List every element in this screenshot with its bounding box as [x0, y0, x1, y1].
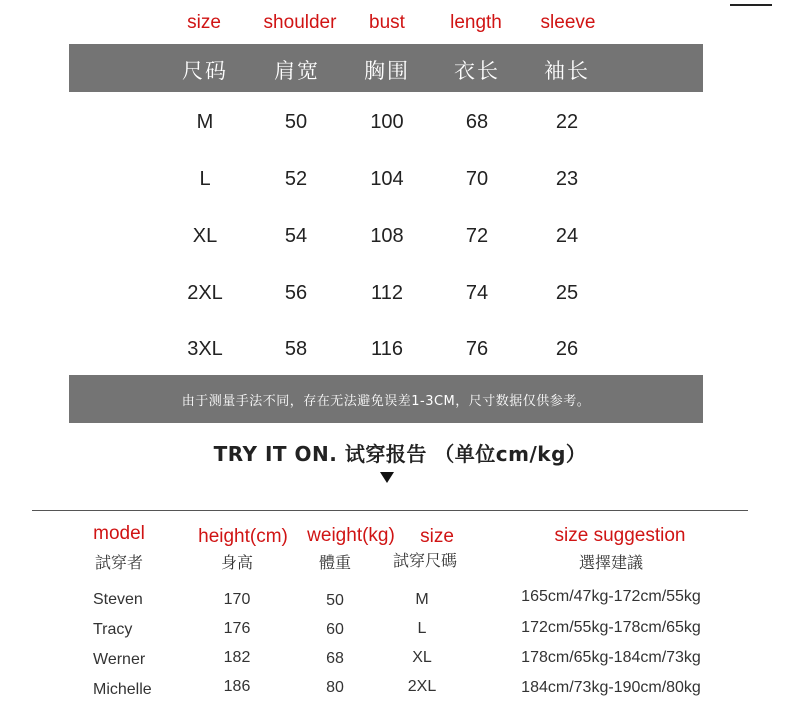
header-weight-cn: 體重: [318, 553, 352, 572]
weight-cell: 50: [326, 592, 344, 609]
header-sleeve-cn: 袖长: [544, 59, 590, 83]
model-cell: Tracy: [93, 621, 133, 638]
header-size-cn: 試穿尺碼: [392, 551, 458, 570]
height-cell: 186: [223, 678, 251, 695]
weight-cell: 60: [326, 621, 344, 638]
size-cell: L: [199, 168, 211, 190]
length-cell: 76: [465, 338, 489, 360]
shoulder-cell: 52: [284, 168, 308, 190]
length-cell: 74: [465, 282, 489, 304]
header-suggestion-cn: 選擇建議: [578, 553, 644, 572]
header-shoulder-en: shoulder: [263, 12, 337, 33]
header-size-cn: 尺码: [182, 59, 228, 83]
header-height-en: height(cm): [198, 526, 288, 547]
header-bust-en: bust: [369, 12, 405, 33]
shoulder-cell: 58: [284, 338, 308, 360]
size-cell: M: [415, 591, 429, 608]
sleeve-cell: 24: [555, 225, 579, 247]
header-model-cn: 試穿者: [94, 553, 144, 572]
header-length-cn: 衣长: [454, 59, 500, 83]
sleeve-cell: 25: [555, 282, 579, 304]
length-cell: 68: [465, 111, 489, 133]
bust-cell: 116: [371, 338, 403, 360]
top-rule: [730, 4, 772, 6]
sleeve-cell: 23: [555, 168, 579, 190]
size-cell: 3XL: [187, 338, 223, 360]
header-size-en: size: [420, 526, 454, 547]
header-sleeve-en: sleeve: [540, 12, 596, 33]
header-height-cn: 身高: [220, 553, 254, 572]
size-cell: XL: [192, 225, 218, 247]
header-length-en: length: [450, 12, 502, 33]
section-divider: [32, 510, 748, 511]
weight-cell: 68: [326, 650, 344, 667]
suggestion-cell: 165cm/47kg-172cm/55kg: [521, 588, 701, 605]
size-cell: L: [417, 620, 427, 637]
height-cell: 170: [223, 591, 251, 608]
shoulder-cell: 56: [284, 282, 308, 304]
header-bust-cn: 胸围: [364, 59, 410, 83]
bust-cell: 108: [370, 225, 404, 247]
size-cell: M: [196, 111, 214, 133]
size-cell: 2XL: [187, 282, 223, 304]
size-chart-header-bar: [69, 44, 703, 92]
measurement-note-bar: [69, 375, 703, 423]
suggestion-cell: 184cm/73kg-190cm/80kg: [521, 679, 701, 696]
header-size-en: size: [187, 12, 221, 33]
shoulder-cell: 54: [284, 225, 308, 247]
sleeve-cell: 22: [555, 111, 579, 133]
model-cell: Michelle: [93, 681, 152, 698]
header-shoulder-cn: 肩宽: [274, 59, 320, 83]
bust-cell: 112: [371, 282, 403, 304]
suggestion-cell: 172cm/55kg-178cm/65kg: [521, 619, 701, 636]
length-cell: 72: [465, 225, 489, 247]
height-cell: 182: [223, 649, 251, 666]
try-on-title: TRY IT ON. 试穿报告 （单位cm/kg）: [213, 442, 587, 466]
height-cell: 176: [223, 620, 251, 637]
header-weight-en: weight(kg): [307, 525, 395, 546]
suggestion-cell: 178cm/65kg-184cm/73kg: [521, 649, 701, 666]
sleeve-cell: 26: [555, 338, 579, 360]
header-suggestion-en: size suggestion: [554, 525, 686, 546]
down-arrow-icon: [380, 472, 394, 483]
bust-cell: 104: [370, 168, 404, 190]
model-cell: Steven: [93, 591, 143, 608]
weight-cell: 80: [326, 679, 344, 696]
size-cell: 2XL: [407, 678, 437, 695]
length-cell: 70: [465, 168, 489, 190]
measurement-note: 由于测量手法不同，存在无法避免误差1-3CM，尺寸数据仅供参考。: [181, 394, 591, 409]
size-cell: XL: [412, 649, 432, 666]
bust-cell: 100: [370, 111, 404, 133]
shoulder-cell: 50: [284, 111, 308, 133]
header-model-en: model: [93, 523, 145, 544]
model-cell: Werner: [93, 651, 146, 668]
